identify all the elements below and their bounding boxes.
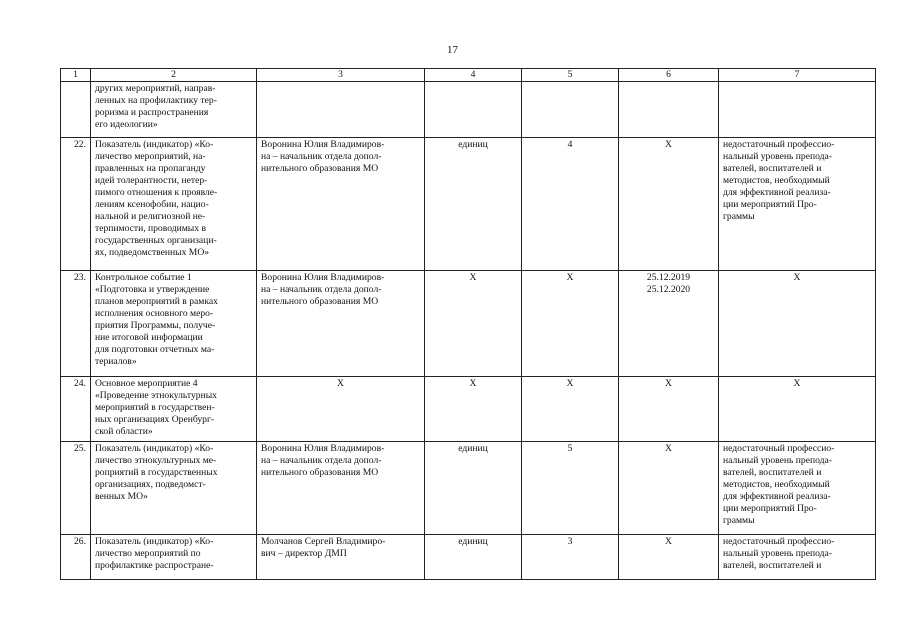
row-number: 26. <box>61 535 91 580</box>
row-note: недостаточный профессио- нальный уровень препода- вателей, воспитателей и методистов, необходимый для эффективной реализа- ции мероприятий Про- граммы <box>719 138 876 271</box>
row-note: Х <box>719 377 876 442</box>
column-header: 5 <box>522 69 619 82</box>
row-description: Основное мероприятие 4 «Проведение этнокультурных мероприятий в государствен- ных организациях Оренбург- ской области» <box>91 377 257 442</box>
row-unit: единиц <box>425 138 522 271</box>
row-description: других мероприятий, направ- ленных на профилактику тер- роризма и распространения его идеологии» <box>91 82 257 138</box>
row-description: Показатель (индикатор) «Ко- личество этнокультурных ме- роприятий в государственных организациях, подведомст- венных МО» <box>91 442 257 535</box>
row-number: 25. <box>61 442 91 535</box>
row-responsible: Воронина Юлия Владимиров- на – начальник отдела допол- нительного образования МО <box>257 138 425 271</box>
row-unit: единиц <box>425 442 522 535</box>
table-row <box>61 82 876 138</box>
table-row <box>61 138 876 271</box>
table-row <box>61 271 876 377</box>
table-row <box>61 442 876 535</box>
row-value: 3 <box>522 535 619 580</box>
row-responsible: Воронина Юлия Владимиров- на – начальник отдела допол- нительного образования МО <box>257 442 425 535</box>
row-responsible <box>257 82 425 138</box>
row-value: Х <box>522 271 619 377</box>
row-number <box>61 82 91 138</box>
row-date: Х <box>619 377 719 442</box>
row-number: 22. <box>61 138 91 271</box>
column-header: 2 <box>91 69 257 82</box>
row-responsible: Молчанов Сергей Владимиро- вич – директор ДМП <box>257 535 425 580</box>
row-unit: Х <box>425 271 522 377</box>
row-description: Показатель (индикатор) «Ко- личество мероприятий, на- правленных на пропаганду идей толерантности, нетер- пимого отношения к проявле- лениям ксенофобии, нацио- нальной и религиозной не- терпимости, проводимых в государственных организаци- ях, подведомственных МО» <box>91 138 257 271</box>
row-date: 25.12.2019 25.12.2020 <box>619 271 719 377</box>
row-date: Х <box>619 535 719 580</box>
row-value: 4 <box>522 138 619 271</box>
row-description: Контрольное событие 1 «Подготовка и утверждение планов мероприятий в рамках исполнения основного меро- приятия Программы, получе- ние итоговой информации для подготовки отчетных ма- териалов» <box>91 271 257 377</box>
row-date <box>619 82 719 138</box>
column-header: 3 <box>257 69 425 82</box>
row-value: Х <box>522 377 619 442</box>
row-note <box>719 82 876 138</box>
table-header-row <box>61 69 876 82</box>
measures-table <box>60 68 876 580</box>
table-row <box>61 535 876 580</box>
row-number: 23. <box>61 271 91 377</box>
row-responsible: Х <box>257 377 425 442</box>
row-value <box>522 82 619 138</box>
row-unit: Х <box>425 377 522 442</box>
row-number: 24. <box>61 377 91 442</box>
row-description: Показатель (индикатор) «Ко- личество мероприятий по профилактике распростране- <box>91 535 257 580</box>
row-note: Х <box>719 271 876 377</box>
table-row <box>61 377 876 442</box>
row-unit <box>425 82 522 138</box>
column-header: 7 <box>719 69 876 82</box>
row-note: недостаточный профессио- нальный уровень препода- вателей, воспитателей и <box>719 535 876 580</box>
row-responsible: Воронина Юлия Владимиров- на – начальник отдела допол- нительного образования МО <box>257 271 425 377</box>
page-number: 17 <box>447 44 458 56</box>
row-date: Х <box>619 442 719 535</box>
column-header: 4 <box>425 69 522 82</box>
row-date: Х <box>619 138 719 271</box>
row-note: недостаточный профессио- нальный уровень препода- вателей, воспитателей и методистов, необходимый для эффективной реализа- ции мероприятий Про- граммы <box>719 442 876 535</box>
column-header: 1 <box>61 69 91 82</box>
column-header: 6 <box>619 69 719 82</box>
row-value: 5 <box>522 442 619 535</box>
row-unit: единиц <box>425 535 522 580</box>
